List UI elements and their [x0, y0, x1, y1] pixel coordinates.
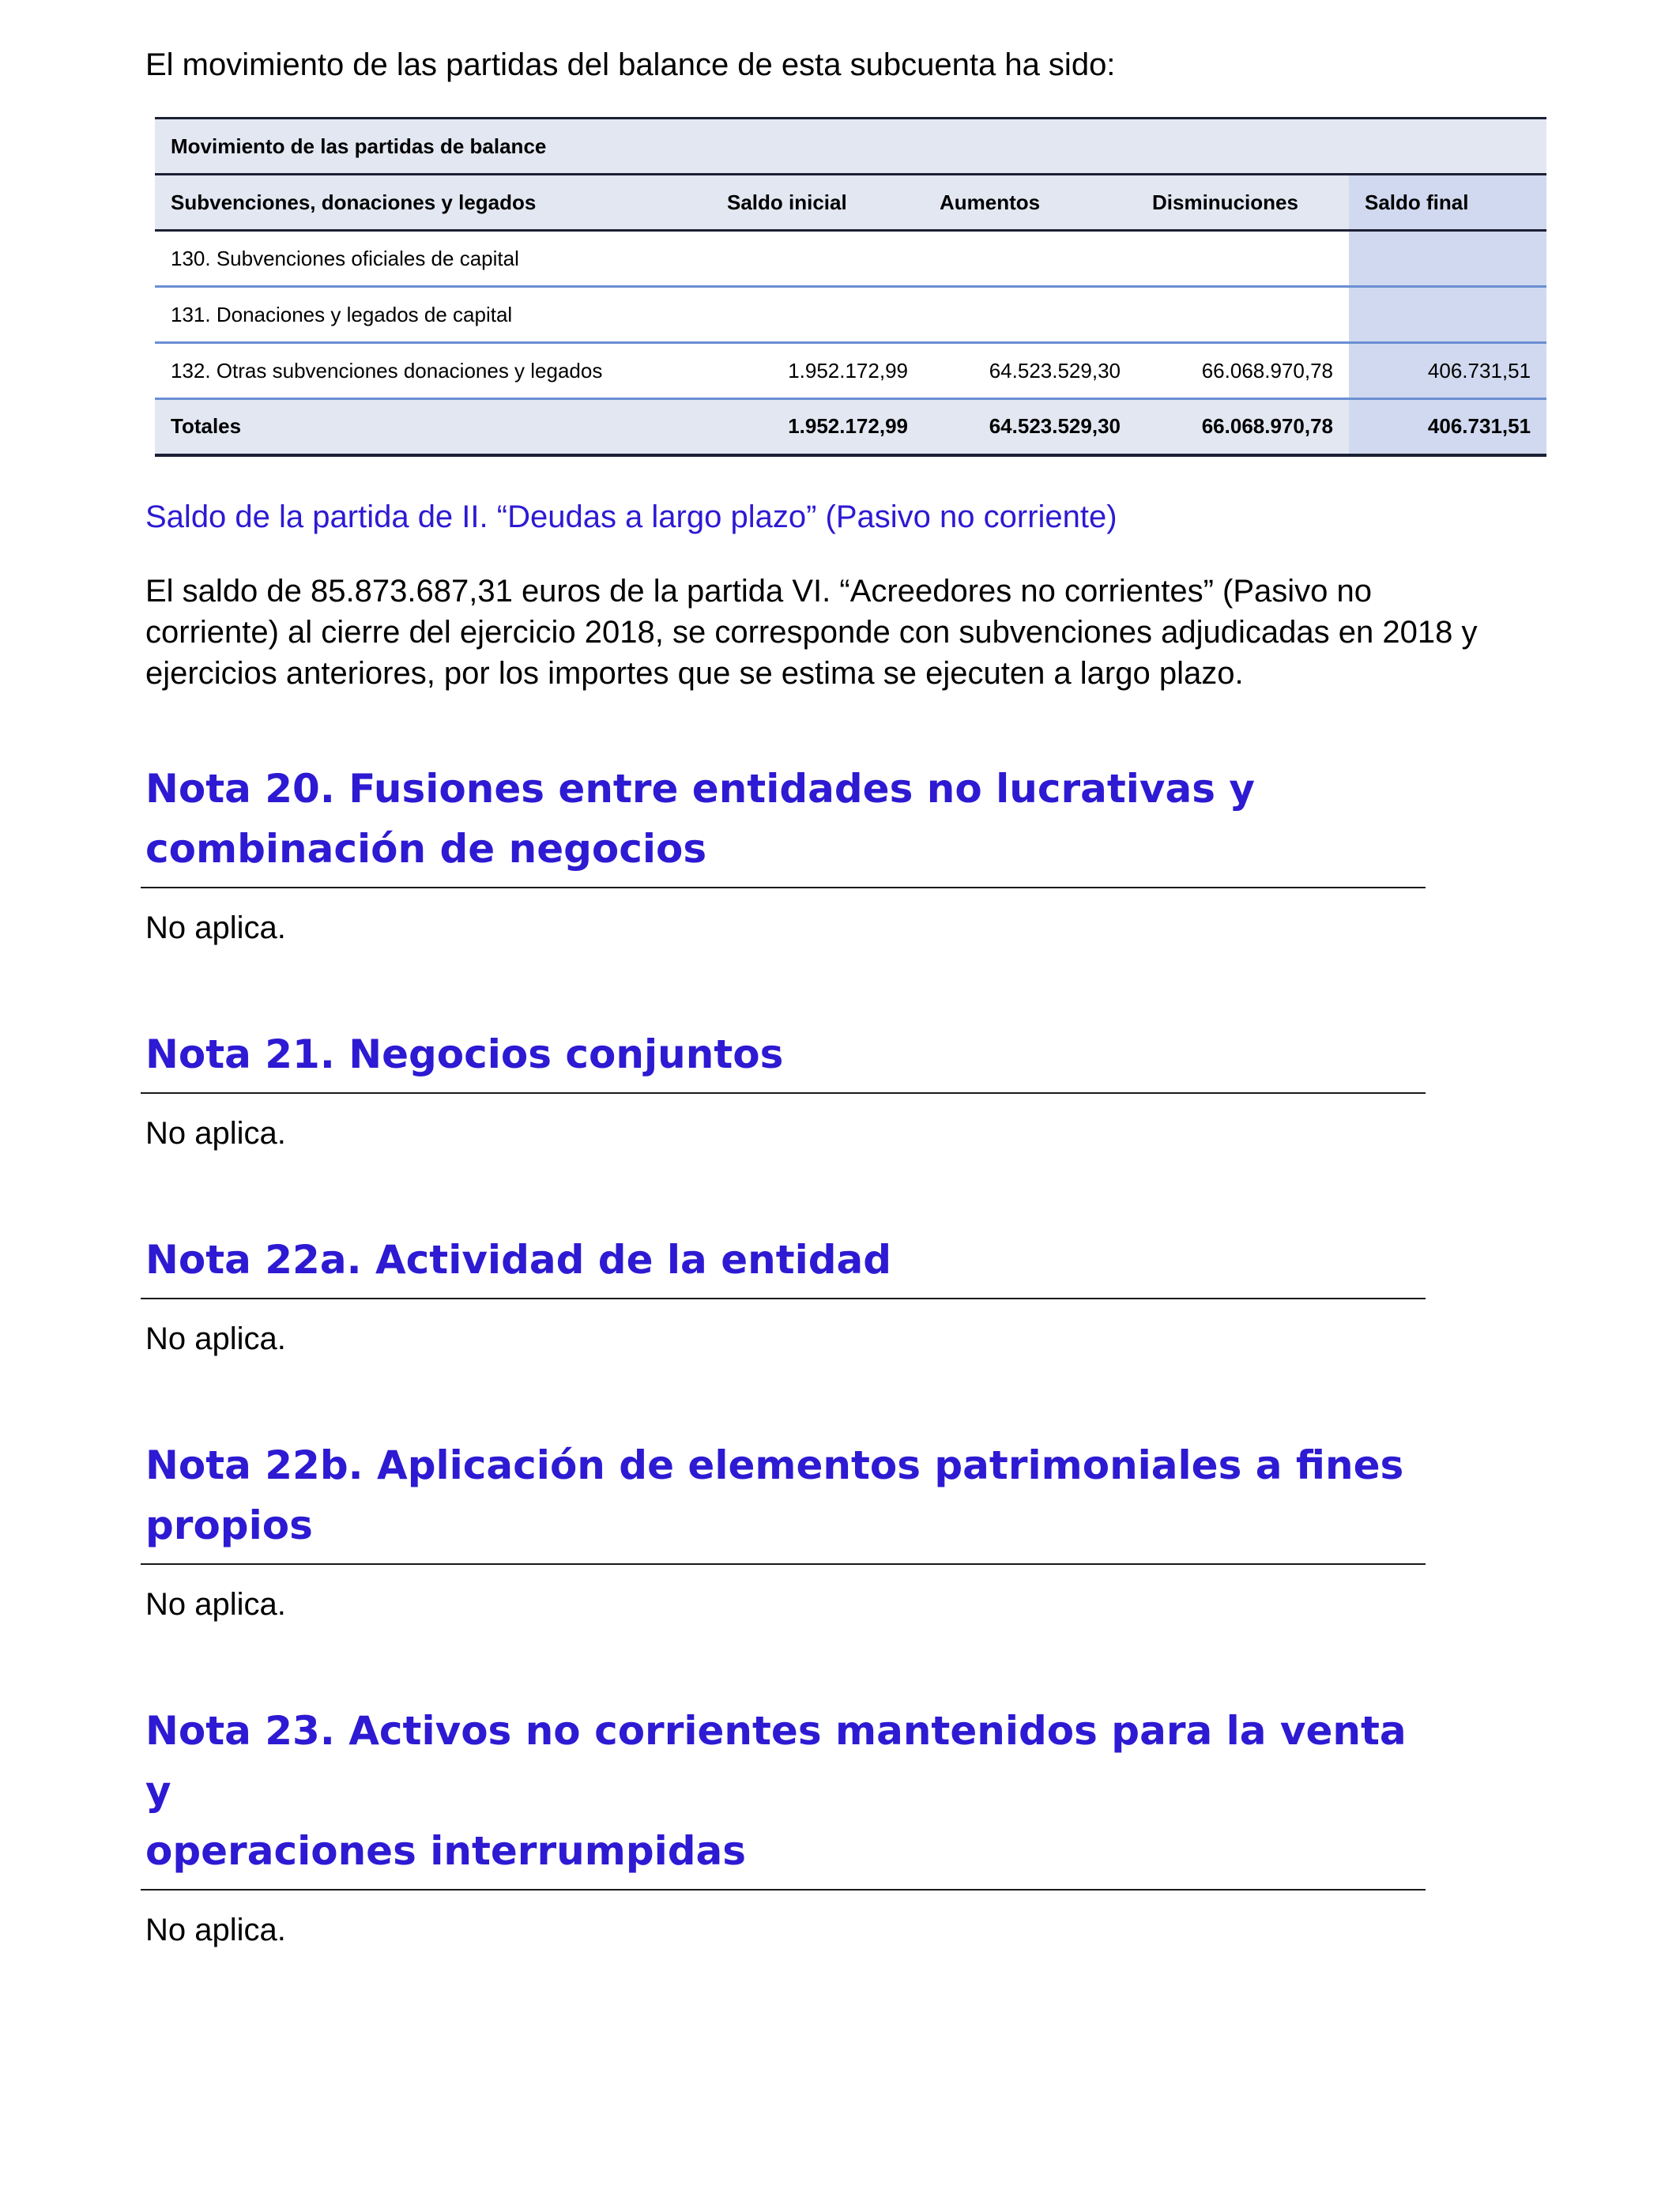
- section-body: No aplica.: [145, 1116, 286, 1151]
- heading-line: Nota 22a. Actividad de la entidad: [145, 1237, 892, 1283]
- totals-saldo-inicial: 1.952.172,99: [711, 399, 924, 455]
- heading-line: propios: [145, 1502, 313, 1548]
- section-divider: [141, 1889, 1426, 1891]
- section-body: No aplica.: [145, 910, 286, 945]
- intro-text: El movimiento de las partidas del balance de esta subcuenta ha sido:: [145, 47, 1116, 82]
- balance-table: [155, 117, 1546, 457]
- heading-line: Nota 23. Activos no corrientes mantenidos para la venta y: [145, 1708, 1407, 1814]
- totals-saldo-final: 406.731,51: [1349, 399, 1546, 455]
- row-saldo-final: 406.731,51: [1349, 343, 1546, 399]
- table-title-row: [155, 119, 1546, 175]
- row-disminuciones: [1136, 287, 1349, 343]
- section-nota-22a: [141, 1230, 1426, 1359]
- row-name: 130. Subvenciones oficiales de capital: [155, 231, 711, 287]
- table-row: [155, 231, 1546, 287]
- table-header-row: [155, 175, 1546, 231]
- row-saldo-inicial: [711, 287, 924, 343]
- section-divider: [141, 1563, 1426, 1565]
- row-saldo-inicial: [711, 231, 924, 287]
- table-row: [155, 343, 1546, 399]
- heading-line: operaciones interrumpidas: [145, 1828, 747, 1874]
- section-body: No aplica.: [145, 1587, 286, 1622]
- section-body: No aplica.: [145, 1321, 286, 1356]
- heading-line: Nota 22b. Aplicación de elementos patrimoniales a fines: [145, 1442, 1404, 1488]
- body-paragraph: El saldo de 85.873.687,31 euros de la partida VI. “Acreedores no corrientes” (Pasivo no corriente) al cierre del ejercicio 2018, se corresponde con subvenciones adjudicadas en 2018 y ejercicios anteriores, por los importes que se estima se ejecuten a largo plazo.: [145, 574, 1478, 691]
- totals-label: Totales: [155, 399, 711, 455]
- row-name: 132. Otras subvenciones donaciones y legados: [155, 343, 711, 399]
- section-body: No aplica.: [145, 1913, 286, 1947]
- row-aumentos: 64.523.529,30: [924, 343, 1136, 399]
- header-saldo-final: Saldo final: [1349, 175, 1546, 231]
- section-nota-21: [141, 1024, 1426, 1154]
- header-subvenciones: Subvenciones, donaciones y legados: [155, 175, 711, 231]
- header-saldo-inicial: Saldo inicial: [711, 175, 924, 231]
- row-saldo-final: [1349, 231, 1546, 287]
- row-disminuciones: 66.068.970,78: [1136, 343, 1349, 399]
- section-divider: [141, 1298, 1426, 1299]
- section-heading: [141, 1230, 1426, 1290]
- header-aumentos: Aumentos: [924, 175, 1136, 231]
- section-subtitle: Saldo de la partida de II. “Deudas a largo plazo” (Pasivo no corriente): [145, 499, 1117, 534]
- header-disminuciones: Disminuciones: [1136, 175, 1349, 231]
- section-heading: [141, 759, 1426, 879]
- row-disminuciones: [1136, 231, 1349, 287]
- totals-disminuciones: 66.068.970,78: [1136, 399, 1349, 455]
- section-nota-23: [141, 1701, 1426, 1951]
- row-name: 131. Donaciones y legados de capital: [155, 287, 711, 343]
- totals-aumentos: 64.523.529,30: [924, 399, 1136, 455]
- table-row: [155, 287, 1546, 343]
- heading-line: Nota 21. Negocios conjuntos: [145, 1031, 784, 1077]
- row-saldo-inicial: 1.952.172,99: [711, 343, 924, 399]
- row-aumentos: [924, 231, 1136, 287]
- section-nota-22b: [141, 1435, 1426, 1625]
- section-heading: [141, 1024, 1426, 1084]
- balance-movement-table: [155, 117, 1546, 457]
- row-saldo-final: [1349, 287, 1546, 343]
- section-heading: [141, 1435, 1426, 1555]
- heading-line: combinación de negocios: [145, 826, 707, 872]
- section-heading: [141, 1701, 1426, 1881]
- section-divider: [141, 887, 1426, 888]
- section-nota-20: [141, 759, 1426, 948]
- section-divider: [141, 1092, 1426, 1094]
- heading-line: Nota 20. Fusiones entre entidades no lucrativas y: [145, 766, 1256, 812]
- table-totals-row: [155, 399, 1546, 455]
- row-aumentos: [924, 287, 1136, 343]
- table-title: Movimiento de las partidas de balance: [155, 119, 1546, 175]
